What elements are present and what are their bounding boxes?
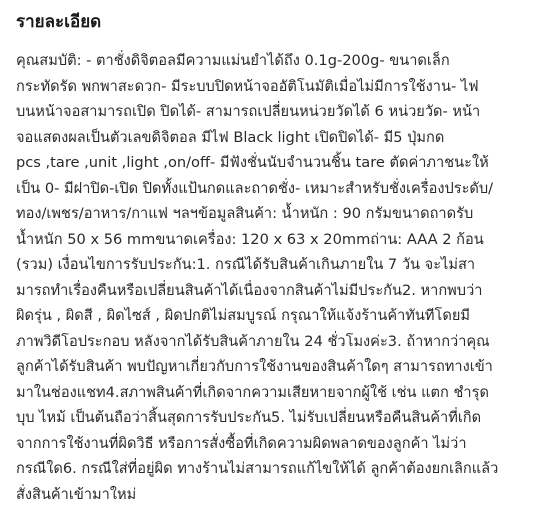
description-line: มาในช่องแชท4.สภาพสินค้าที่เกิดจากความเสียหายจากผู้ใช้ เช่น แตก ชำรุด <box>16 383 489 401</box>
description-line: บนหน้าจอสามารถเปิด ปิดได้- สามารถเปลี่ยนหน่วยวัดได้ 6 หน่วยวัด- หน้า <box>16 103 481 120</box>
description-line: ลูกค้าได้รับสินค้า พบปัญหาเกี่ยวกับการใช้งานของสินค้าใดๆ สามารถทางเข้า <box>16 358 493 375</box>
description-line: (รวม) เงื่อนไขการรับประกัน:1. กรณีได้รับสินค้าเกินภายใน 7 วัน จะไม่สา <box>16 256 476 273</box>
description-line: ทอง/เพชร/อาหาร/กาแฟ ฯลฯข้อมูลสินค้า: น้ำหนัก : 90 กรัมขนาดถาดรับ <box>16 205 474 222</box>
description-line: กระทัดรัด พกพาสะดวก- มีระบบปิดหน้าจออัติโนมัติเมื่อไม่มีการใช้งาน- ไฟ <box>16 77 479 95</box>
description-line: กรณีใด6. กรณีใส่ที่อยู่ผิด ทางร้านไม่สามารถแก้ไขให้ได้ ลูกค้าต้องยกเลิกแล้ว <box>16 460 499 477</box>
description-line: ผิดรุ่น , ผิดสี , ผิดไซส์ , ผิดปกติไม่สมบูรณ์ กรุณาให้แจ้งร้านค้าทันทีโดยมี <box>16 307 470 324</box>
description-line: คุณสมบัติ: - ตาชั่งดิจิตอลมีความแม่นยำได้ถึง 0.1g-200g- ขนาดเล็ก <box>16 52 450 69</box>
description-line: บุบ ไหม้ เป็นต้นถือว่าสิ้นสุดการรับประกัน5. ไม่รับเปลี่ยนหรือคืนสินค้าที่เกิด <box>16 409 482 426</box>
description-line: ภาพวิดีโอประกอบ หลังจากได้รับสินค้าภายใน 24 ชั่วโมงค่ะ3. ถ้าหากว่าคุณ <box>16 332 490 350</box>
description-line: จอแสดงผลเป็นตัวเลขดิจิตอล มีไฟ Black light เปิดปิดได้- มี5 ปุ่มกด <box>16 128 445 146</box>
section-title: รายละเอียด <box>16 12 102 32</box>
description-line: สั่งสินค้าเข้ามาใหม่ <box>16 485 137 503</box>
description-line: จากการใช้งานที่ผิดวิธี หรือการสั่งซื้อที่เกิดความผิดพลาดของลูกค้า ไม่ว่า <box>16 434 467 452</box>
description-line: น้ำหนัก 50 x 56 mmขนาดเครื่อง: 120 x 63 x 20mmถ่าน: AAA 2 ก้อน <box>16 230 484 248</box>
product-description <box>16 48 536 507</box>
description-line: เป็น 0- มีฝาปิด-เปิด ปิดทั้งแป้นกดและถาดชั่ง- เหมาะสำหรับชั่งเครื่องประดับ/ <box>16 179 494 197</box>
description-line: pcs ,tare ,unit ,light ,on/off- มีฟังชั่นนับจำนวนชิ้น tare ตัดค่าภาชนะให้ <box>16 154 489 171</box>
description-line: มารถทำเรื่องคืนหรือเปลี่ยนสินค้าได้เนื่องจากสินค้าไม่มีประกัน2. หากพบว่า <box>16 281 483 299</box>
